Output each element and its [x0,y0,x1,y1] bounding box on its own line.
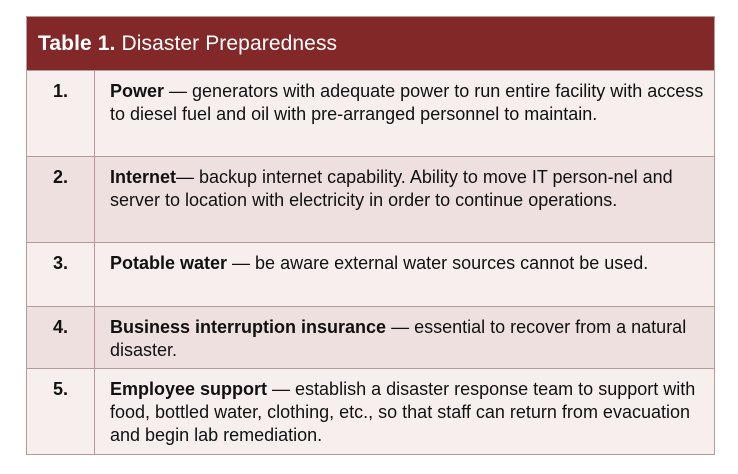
table-title: Disaster Preparedness [121,31,338,55]
row-number: 1. [27,71,95,156]
table-row [27,156,714,242]
table-header [27,17,714,70]
row-content [95,369,714,454]
row-content [95,71,714,156]
row-description: — backup internet capability. Ability to move IT person-nel and server to location with electricity in order to continue operations. [110,167,673,210]
table-row [27,368,714,454]
table-row [27,242,714,306]
row-description: — essential to recover from a natural disaster. [110,317,687,360]
row-number: 4. [27,307,95,368]
row-content [95,307,714,368]
row-description: — establish a disaster response team to support with food, bottled water, clothing, etc., so that staff can return from evacuation and begin lab remediation. [110,379,696,445]
row-content [95,243,714,306]
row-description: — be aware external water sources cannot be used. [227,253,649,273]
row-description: — generators with adequate power to run entire facility with access to diesel fuel and oil with pre-arranged personnel to maintain. [110,81,704,124]
row-term: Internet [110,167,177,187]
table-row [27,70,714,156]
row-number: 2. [27,157,95,242]
row-term: Business interruption insurance [110,317,387,337]
row-term: Potable water [110,253,228,273]
row-content [95,157,714,242]
row-term: Employee support [110,379,268,399]
table-label: Table 1. [38,31,116,55]
row-number: 3. [27,243,95,306]
table-row [27,306,714,368]
row-number: 5. [27,369,95,454]
disaster-preparedness-table [26,16,715,455]
row-term: Power [110,81,165,101]
